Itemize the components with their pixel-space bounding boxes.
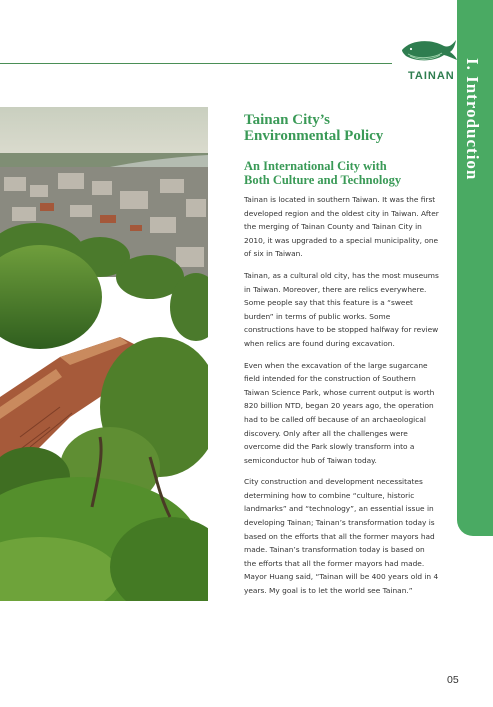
- header-rule: [0, 63, 392, 64]
- article: [244, 112, 439, 606]
- paragraph: Tainan is located in southern Taiwan. It was the first developed region and the oldest city in Taiwan. After the merging of Tainan County and Tainan City in 2010, it was upgraded to a special municipality, one of six in Taiwan.: [244, 195, 439, 259]
- chapter-label: I. Introduction: [463, 58, 482, 181]
- article-subtitle: [244, 159, 439, 187]
- article-title-line: Tainan City’s: [244, 112, 331, 128]
- tainan-logo: [396, 36, 458, 86]
- whale-icon: [400, 36, 458, 70]
- paragraph: City construction and development necessitates determining how to combine “culture, historic landmarks” and “technology”, an essential issue in developing Tainan; Tainan’s transformation today is based on the efforts that all the former mayors had made. Tainan’s transformation today is based on the efforts that all the former mayors had made. Mayor Huang said, “Tainan will be 400 years old in 4 years. My goal is to let the world see Tainan.”: [244, 477, 439, 596]
- paragraph: Even when the excavation of the large sugarcane field intended for the construction of Southern Taiwan Science Park, whose current output is worth 820 billion NTD, began 20 years ago, the operation had to be called off because of an archaeological discovery. Only after all the challenges were overcome did the Park slowly transform into a semiconductor hub of Taiwan today.: [244, 360, 435, 465]
- article-title: [244, 112, 439, 144]
- article-title-line: Environmental Policy: [244, 128, 384, 144]
- paragraph: Tainan, as a cultural old city, has the most museums in Taiwan. Moreover, there are relics everywhere. Some people say that this feature is a “sweet burden” in terms of public works. Some constructions have to be stopped halfway for review when relics are found during excavation.: [244, 270, 439, 348]
- page-number: 05: [447, 674, 459, 686]
- article-subtitle-line: Both Culture and Technology: [244, 173, 402, 187]
- city-photo: [0, 107, 208, 601]
- article-subtitle-line: An International City with: [244, 159, 387, 173]
- logo-text: TAINAN: [408, 70, 455, 82]
